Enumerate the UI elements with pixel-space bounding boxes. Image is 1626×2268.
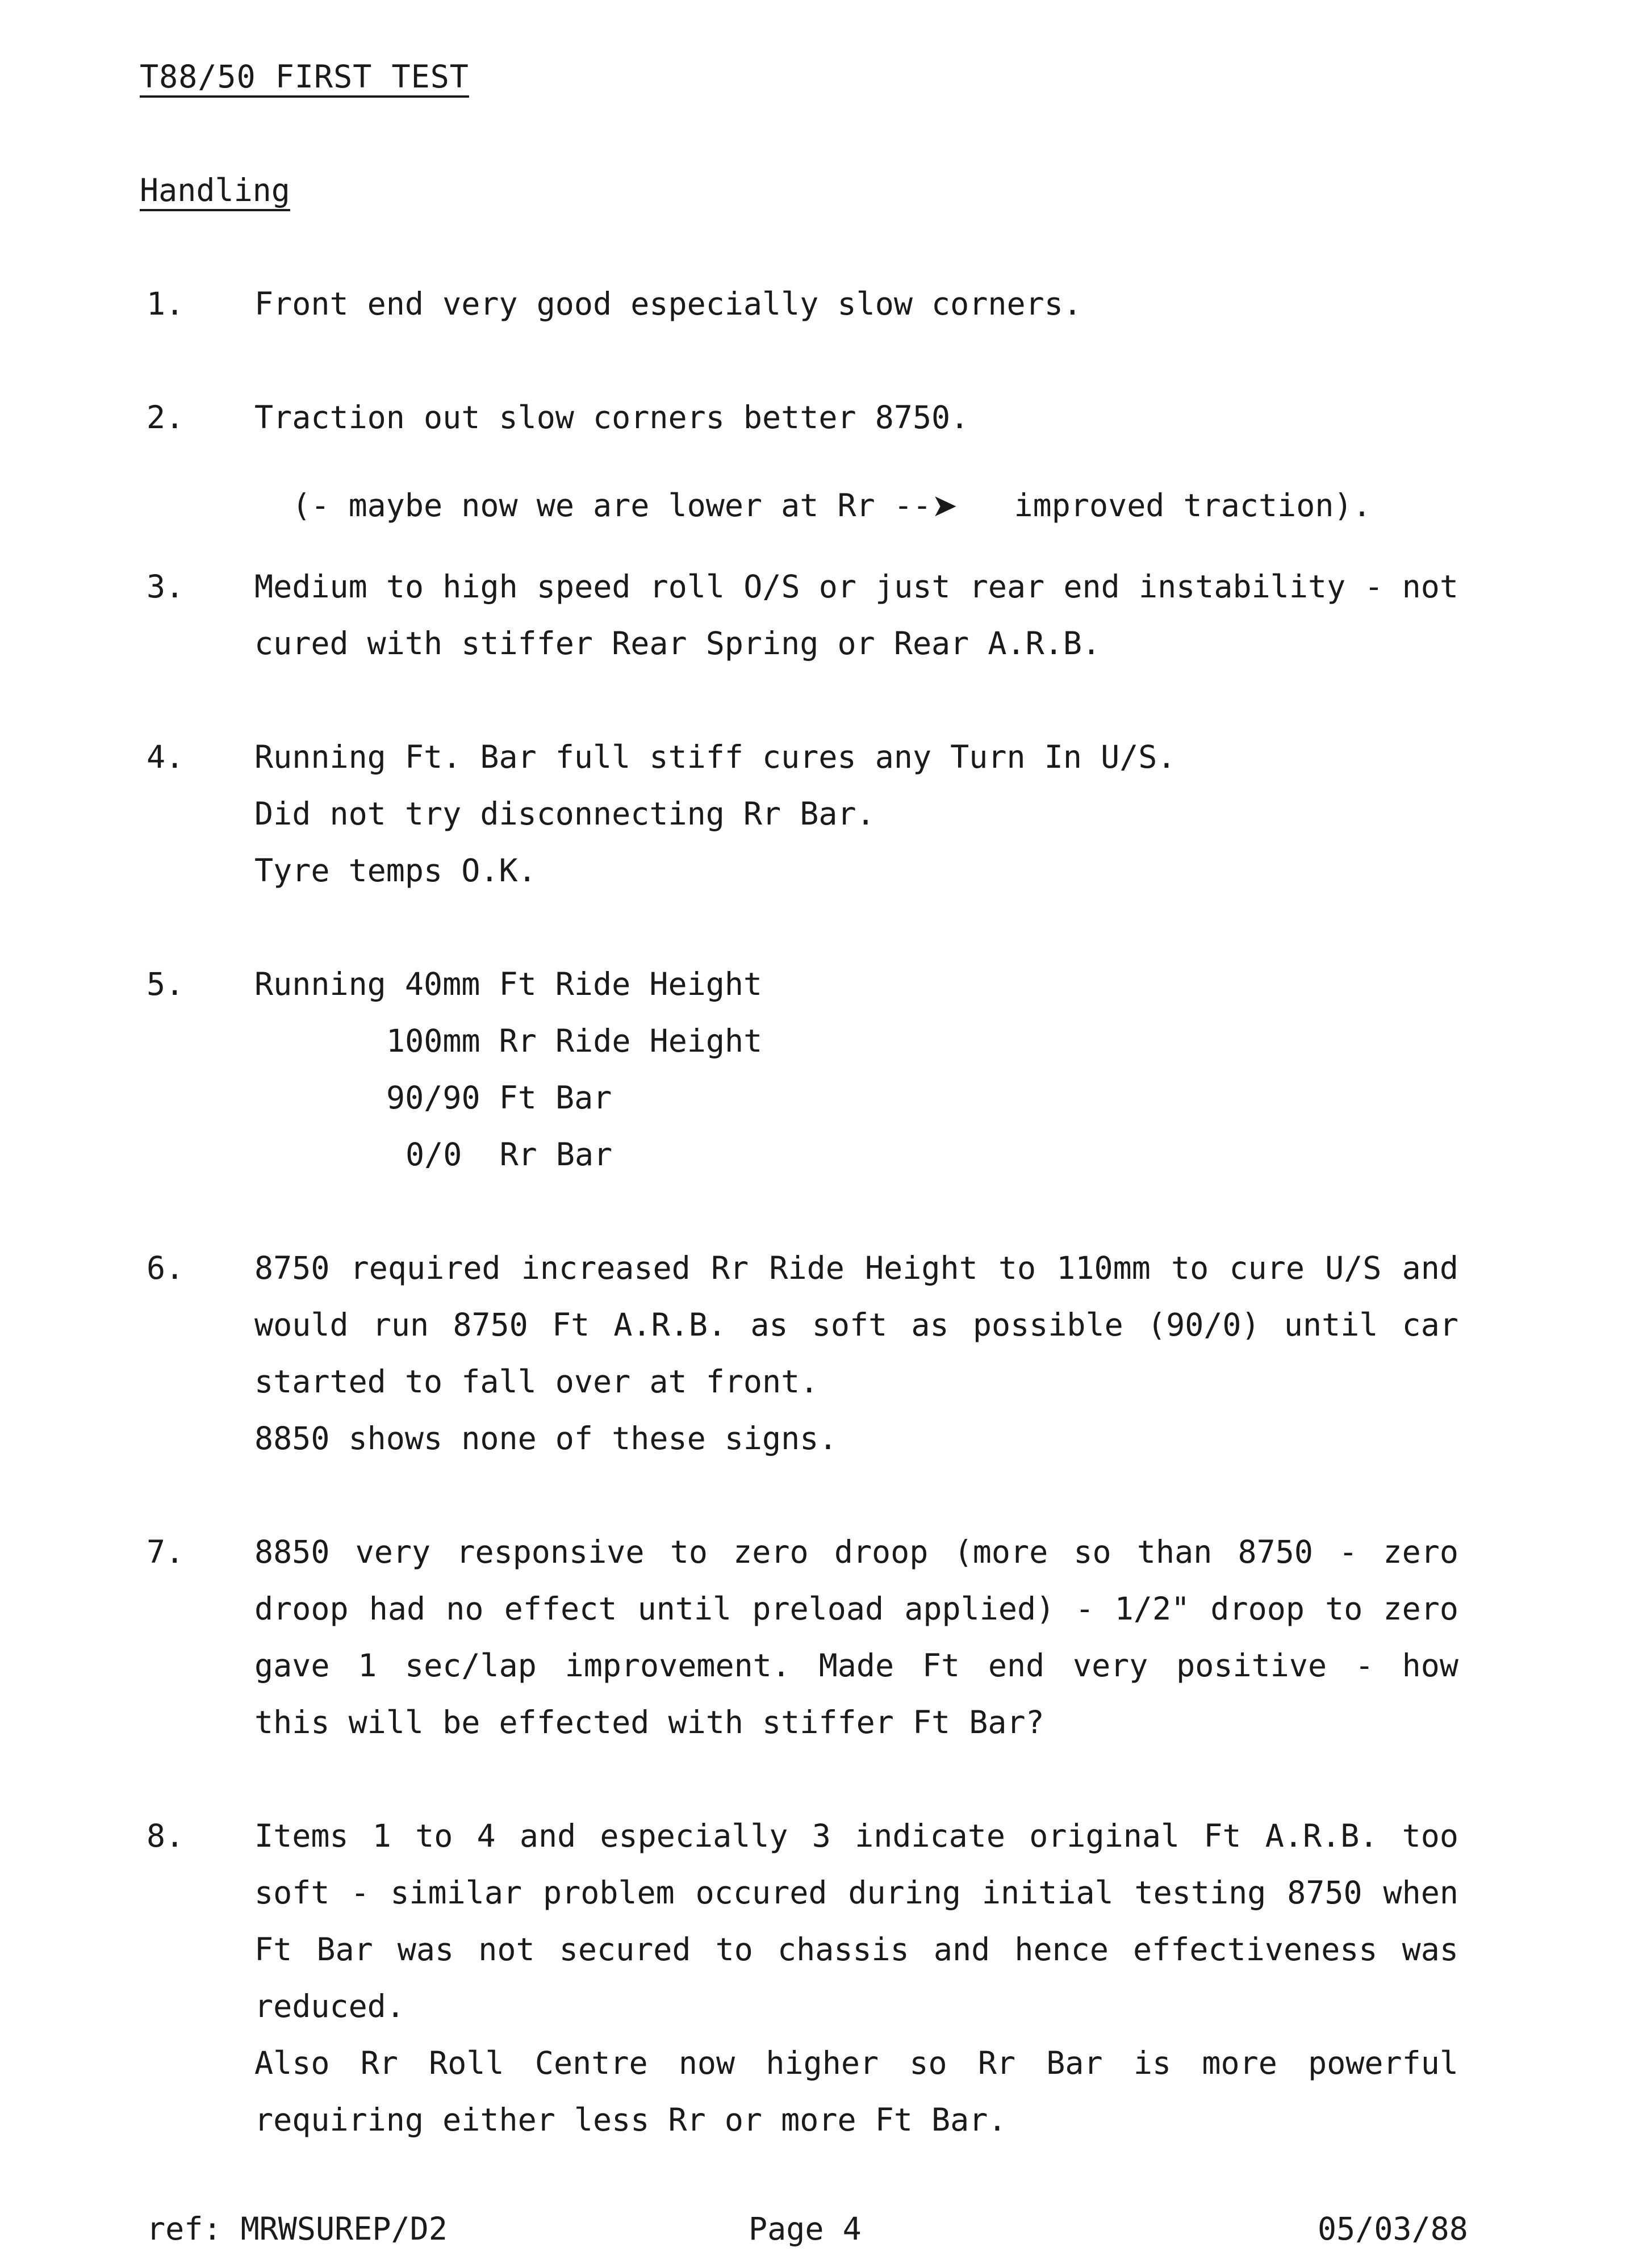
item-number: 6.	[147, 1250, 185, 1286]
section-heading: Handling	[140, 172, 290, 208]
item-text: Did not try disconnecting Rr Bar.	[254, 796, 875, 832]
item-number: 8.	[147, 1818, 185, 1854]
item-text: started to fall over at front.	[254, 1363, 819, 1400]
setting-line: 90/90 Ft Bar	[386, 1079, 612, 1116]
item-text: Running 40mm Ft Ride Height	[254, 966, 763, 1002]
item-text: 8850 very responsive to zero droop (more so than 8750 - zero	[254, 1534, 1458, 1570]
item-number: 3.	[147, 568, 185, 605]
item-number: 2.	[147, 399, 185, 436]
item-text-part: improved traction).	[1014, 487, 1372, 524]
item-number: 1.	[147, 286, 185, 322]
arrow-right-icon: ➤	[931, 487, 958, 524]
item-number: 5.	[147, 966, 185, 1002]
item-text: cured with stiffer Rear Spring or Rear A.R.B.	[254, 625, 1101, 662]
document-title: T88/50 FIRST TEST	[140, 58, 469, 95]
item-text: soft - similar problem occured during initial testing 8750 when	[254, 1874, 1458, 1911]
item-text: Also Rr Roll Centre now higher so Rr Bar is more powerful	[254, 2045, 1458, 2081]
footer-date: 05/03/88	[1318, 2211, 1468, 2247]
item-text: 8850 shows none of these signs.	[254, 1420, 838, 1457]
footer-reference: ref: MRWSUREP/D2	[147, 2211, 448, 2247]
item-text: would run 8750 Ft A.R.B. as soft as possible (90/0) until car	[254, 1307, 1458, 1343]
item-text: gave 1 sec/lap improvement. Made Ft end very positive - how	[254, 1647, 1458, 1684]
item-text-part: (- maybe now we are lower at Rr --	[292, 487, 932, 524]
item-text: Front end very good especially slow corners.	[254, 286, 1082, 322]
item-text: 8750 required increased Rr Ride Height to 110mm to cure U/S and	[254, 1250, 1458, 1286]
item-number: 4.	[147, 739, 185, 775]
item-text: Medium to high speed roll O/S or just rear end instability - not	[254, 568, 1458, 605]
setting-line: 100mm Rr Ride Height	[386, 1023, 763, 1059]
item-text: requiring either less Rr or more Ft Bar.	[254, 2102, 1007, 2138]
item-text: Ft Bar was not secured to chassis and hence effectiveness was	[254, 1931, 1458, 1968]
item-text: Items 1 to 4 and especially 3 indicate original Ft A.R.B. too	[254, 1818, 1458, 1854]
item-text	[254, 459, 1372, 524]
footer-page-number: Page 4	[749, 2211, 862, 2247]
item-text: reduced.	[254, 1988, 405, 2024]
item-number: 7.	[147, 1534, 185, 1570]
item-text: this will be effected with stiffer Ft Bar?	[254, 1704, 1044, 1740]
item-text: droop had no effect until preload applied) - 1/2" droop to zero	[254, 1591, 1458, 1627]
item-text: Tyre temps O.K.	[254, 852, 537, 889]
item-text: Running Ft. Bar full stiff cures any Turn In U/S.	[254, 739, 1176, 775]
setting-line: 0/0 Rr Bar	[406, 1136, 613, 1173]
item-text: Traction out slow corners better 8750.	[254, 399, 969, 436]
